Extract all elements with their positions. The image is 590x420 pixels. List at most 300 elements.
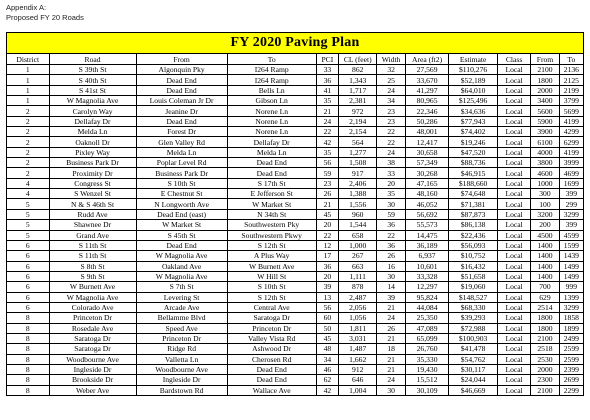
cell-from: Glen Valley Rd [136, 137, 227, 147]
cell-width: 30 [377, 271, 405, 281]
cell-from: Business Park Dr [136, 168, 227, 178]
cell-addr-to: 5699 [559, 106, 583, 116]
cell-area: 26,760 [405, 344, 449, 354]
cell-estimate: $41,478 [449, 344, 498, 354]
spreadsheet [6, 32, 584, 396]
cell-addr-from: 700 [531, 282, 559, 292]
column-header-area: Area (ft2) [405, 54, 449, 65]
cell-estimate: $56,093 [449, 240, 498, 250]
cell-addr-from: 2100 [531, 333, 559, 343]
cell-class: Local [497, 364, 530, 374]
cell-district: 8 [7, 344, 50, 354]
cell-width: 21 [377, 333, 405, 343]
cell-pci: 24 [316, 116, 338, 126]
cell-cl-feet: 1,343 [339, 75, 377, 85]
cell-estimate: $125,496 [449, 96, 498, 106]
cell-road: Oaknoll Dr [49, 137, 136, 147]
cell-estimate: $16,432 [449, 261, 498, 271]
cell-cl-feet: 912 [339, 364, 377, 374]
cell-estimate: $74,648 [449, 189, 498, 199]
table-row [7, 168, 584, 178]
cell-addr-from: 3800 [531, 158, 559, 168]
cell-to: Melda Ln [227, 147, 316, 157]
cell-estimate: $88,736 [449, 158, 498, 168]
cell-from: Jeanine Dr [136, 106, 227, 116]
cell-from: W Market St [136, 220, 227, 230]
cell-cl-feet: 1,487 [339, 344, 377, 354]
appendix-label: Appendix A: [6, 3, 47, 12]
cell-to: Bells Ln [227, 85, 316, 95]
cell-addr-from: 2300 [531, 375, 559, 385]
cell-estimate: $110,276 [449, 65, 498, 75]
cell-class: Local [497, 178, 530, 188]
cell-pci: 62 [316, 375, 338, 385]
cell-class: Local [497, 354, 530, 364]
cell-district: 6 [7, 302, 50, 312]
cell-pci: 42 [316, 137, 338, 147]
cell-district: 2 [7, 106, 50, 116]
cell-cl-feet: 1,544 [339, 220, 377, 230]
cell-width: 36 [377, 220, 405, 230]
cell-road: Weber Ave [49, 385, 136, 395]
cell-estimate: $10,752 [449, 251, 498, 261]
cell-to: Norene Ln [227, 106, 316, 116]
cell-to: Norene Ln [227, 127, 316, 137]
cell-road: Ingleside Dr [49, 364, 136, 374]
table-row [7, 251, 584, 261]
cell-area: 57,349 [405, 158, 449, 168]
cell-width: 39 [377, 292, 405, 302]
cell-cl-feet: 2,154 [339, 127, 377, 137]
cell-addr-from: 2100 [531, 385, 559, 395]
cell-district: 8 [7, 313, 50, 323]
cell-addr-from: 1400 [531, 261, 559, 271]
cell-area: 15,512 [405, 375, 449, 385]
cell-to: Ashwood Dr [227, 344, 316, 354]
cell-from: Dead End [136, 116, 227, 126]
cell-estimate: $68,330 [449, 302, 498, 312]
cell-width: 26 [377, 323, 405, 333]
cell-width: 20 [377, 178, 405, 188]
cell-to: Saratoga Dr [227, 313, 316, 323]
cell-pci: 45 [316, 333, 338, 343]
column-header-from: From [136, 54, 227, 65]
cell-district: 6 [7, 282, 50, 292]
cell-addr-to: 1499 [559, 261, 583, 271]
cell-area: 50,286 [405, 116, 449, 126]
cell-class: Local [497, 240, 530, 250]
table-row [7, 323, 584, 333]
cell-district: 6 [7, 271, 50, 281]
cell-district: 5 [7, 220, 50, 230]
cell-pci: 21 [316, 199, 338, 209]
cell-width: 18 [377, 344, 405, 354]
cell-area: 48,001 [405, 127, 449, 137]
cell-district: 8 [7, 354, 50, 364]
cell-pci: 42 [316, 385, 338, 395]
table-body [7, 65, 584, 396]
cell-class: Local [497, 385, 530, 395]
cell-from: S 45th St [136, 230, 227, 240]
table-row [7, 240, 584, 250]
cell-class: Local [497, 251, 530, 261]
cell-district: 2 [7, 116, 50, 126]
column-header-addr-from: From [531, 54, 559, 65]
cell-area: 33,328 [405, 271, 449, 281]
cell-cl-feet: 646 [339, 375, 377, 385]
cell-to: N 34th St [227, 209, 316, 219]
cell-width: 36 [377, 240, 405, 250]
cell-class: Local [497, 220, 530, 230]
cell-pci: 45 [316, 209, 338, 219]
cell-width: 24 [377, 313, 405, 323]
cell-cl-feet: 1,811 [339, 323, 377, 333]
cell-class: Local [497, 230, 530, 240]
cell-road: S 8th St [49, 261, 136, 271]
cell-width: 14 [377, 282, 405, 292]
cell-estimate: $72,988 [449, 323, 498, 333]
cell-class: Local [497, 282, 530, 292]
cell-class: Local [497, 147, 530, 157]
cell-area: 47,165 [405, 178, 449, 188]
cell-to: Dead End [227, 168, 316, 178]
cell-addr-to: 399 [559, 220, 583, 230]
cell-area: 95,824 [405, 292, 449, 302]
cell-class: Local [497, 323, 530, 333]
cell-district: 6 [7, 251, 50, 261]
cell-class: Local [497, 189, 530, 199]
cell-class: Local [497, 85, 530, 95]
cell-addr-to: 1699 [559, 178, 583, 188]
cell-width: 38 [377, 158, 405, 168]
cell-to: Southwestern Pkwy [227, 230, 316, 240]
cell-addr-to: 2499 [559, 333, 583, 343]
cell-road: Melda Ln [49, 127, 136, 137]
cell-addr-from: 4500 [531, 230, 559, 240]
cell-estimate: $51,658 [449, 271, 498, 281]
cell-from: Ridge Rd [136, 344, 227, 354]
cell-area: 65,099 [405, 333, 449, 343]
cell-district: 2 [7, 147, 50, 157]
cell-cl-feet: 1,662 [339, 354, 377, 364]
table-row [7, 344, 584, 354]
cell-addr-from: 2530 [531, 354, 559, 364]
cell-class: Local [497, 137, 530, 147]
cell-addr-from: 5600 [531, 106, 559, 116]
cell-addr-from: 4000 [531, 147, 559, 157]
cell-width: 22 [377, 230, 405, 240]
cell-estimate: $46,915 [449, 168, 498, 178]
cell-addr-from: 3900 [531, 127, 559, 137]
cell-addr-from: 200 [531, 220, 559, 230]
table-row [7, 313, 584, 323]
cell-addr-to: 4299 [559, 127, 583, 137]
cell-road: W Burnett Ave [49, 282, 136, 292]
cell-width: 22 [377, 137, 405, 147]
cell-area: 46,052 [405, 199, 449, 209]
cell-width: 24 [377, 147, 405, 157]
cell-class: Local [497, 302, 530, 312]
cell-road: S 40th St [49, 75, 136, 85]
cell-from: Ingleside Dr [136, 375, 227, 385]
cell-width: 33 [377, 168, 405, 178]
table-row [7, 230, 584, 240]
cell-from: W Magnolia Ave [136, 251, 227, 261]
cell-cl-feet: 972 [339, 106, 377, 116]
cell-to: Cherosen Rd [227, 354, 316, 364]
cell-addr-to: 4199 [559, 116, 583, 126]
cell-class: Local [497, 96, 530, 106]
cell-estimate: $100,903 [449, 333, 498, 343]
cell-from: E Chestnut St [136, 189, 227, 199]
cell-to: Dead End [227, 375, 316, 385]
cell-addr-to: 4199 [559, 147, 583, 157]
cell-to: W Burnett Ave [227, 261, 316, 271]
cell-to: Princeton Dr [227, 323, 316, 333]
cell-district: 1 [7, 65, 50, 75]
cell-addr-to: 2699 [559, 375, 583, 385]
cell-to: E Jefferson St [227, 189, 316, 199]
cell-area: 56,692 [405, 209, 449, 219]
cell-cl-feet: 267 [339, 251, 377, 261]
cell-pci: 59 [316, 168, 338, 178]
cell-area: 30,109 [405, 385, 449, 395]
cell-road: Business Park Dr [49, 158, 136, 168]
cell-addr-from: 3400 [531, 96, 559, 106]
cell-addr-to: 2399 [559, 364, 583, 374]
cell-district: 1 [7, 96, 50, 106]
cell-pci: 36 [316, 75, 338, 85]
cell-estimate: $47,520 [449, 147, 498, 157]
cell-district: 6 [7, 240, 50, 250]
cell-addr-from: 1400 [531, 271, 559, 281]
cell-to: Gibson Ln [227, 96, 316, 106]
cell-width: 30 [377, 385, 405, 395]
cell-to: S 17th St [227, 178, 316, 188]
cell-area: 80,965 [405, 96, 449, 106]
cell-road: S 9th St [49, 271, 136, 281]
cell-road: Woodbourne Ave [49, 354, 136, 364]
cell-to: I264 Ramp [227, 65, 316, 75]
cell-road: Shawnee Dr [49, 220, 136, 230]
appendix-subtitle: Proposed FY 20 Roads [6, 12, 84, 22]
cell-class: Local [497, 127, 530, 137]
cell-class: Local [497, 209, 530, 219]
cell-pci: 13 [316, 292, 338, 302]
cell-district: 5 [7, 230, 50, 240]
cell-addr-from: 1800 [531, 313, 559, 323]
cell-to: S 10th St [227, 282, 316, 292]
cell-from: Bardstown Rd [136, 385, 227, 395]
table-row [7, 292, 584, 302]
cell-addr-to: 2136 [559, 65, 583, 75]
cell-estimate: $24,044 [449, 375, 498, 385]
cell-addr-from: 1000 [531, 178, 559, 188]
table-row [7, 189, 584, 199]
cell-road: S 11th St [49, 240, 136, 250]
cell-estimate: $77,943 [449, 116, 498, 126]
cell-width: 23 [377, 106, 405, 116]
cell-pci: 20 [316, 220, 338, 230]
cell-area: 25,350 [405, 313, 449, 323]
cell-addr-from: 2100 [531, 65, 559, 75]
cell-district: 6 [7, 261, 50, 271]
cell-cl-feet: 2,487 [339, 292, 377, 302]
cell-addr-from: 1800 [531, 323, 559, 333]
cell-addr-to: 3299 [559, 302, 583, 312]
cell-cl-feet: 2,381 [339, 96, 377, 106]
cell-area: 19,430 [405, 364, 449, 374]
cell-addr-to: 1858 [559, 313, 583, 323]
cell-width: 26 [377, 251, 405, 261]
cell-from: Woodbourne Ave [136, 364, 227, 374]
cell-from: Speed Ave [136, 323, 227, 333]
table-row [7, 178, 584, 188]
cell-estimate: $86,138 [449, 220, 498, 230]
cell-from: S 7th St [136, 282, 227, 292]
cell-estimate: $148,527 [449, 292, 498, 302]
table-row [7, 282, 584, 292]
cell-estimate: $52,189 [449, 75, 498, 85]
cell-road: Pixley Way [49, 147, 136, 157]
cell-district: 8 [7, 333, 50, 343]
cell-class: Local [497, 375, 530, 385]
table-row [7, 271, 584, 281]
cell-road: N & S 46th St [49, 199, 136, 209]
cell-addr-to: 1439 [559, 251, 583, 261]
table-row [7, 354, 584, 364]
cell-estimate: $87,873 [449, 209, 498, 219]
cell-road: Rosedale Ave [49, 323, 136, 333]
cell-to: Dellafay Dr [227, 137, 316, 147]
cell-addr-from: 6100 [531, 137, 559, 147]
cell-road: S Wenzel St [49, 189, 136, 199]
table-row [7, 199, 584, 209]
cell-road: Congress St [49, 178, 136, 188]
cell-area: 33,670 [405, 75, 449, 85]
cell-width: 23 [377, 116, 405, 126]
cell-to: Dead End [227, 158, 316, 168]
cell-district: 8 [7, 323, 50, 333]
cell-cl-feet: 564 [339, 137, 377, 147]
column-header-addr-to: To [559, 54, 583, 65]
cell-estimate: $46,669 [449, 385, 498, 395]
cell-district: 2 [7, 168, 50, 178]
cell-estimate: $74,402 [449, 127, 498, 137]
cell-pci: 17 [316, 251, 338, 261]
cell-from: Valletta Ln [136, 354, 227, 364]
cell-addr-from: 2000 [531, 85, 559, 95]
cell-class: Local [497, 158, 530, 168]
cell-to: Valley Vista Rd [227, 333, 316, 343]
cell-addr-to: 4699 [559, 168, 583, 178]
cell-addr-to: 2125 [559, 75, 583, 85]
cell-to: A Plus Way [227, 251, 316, 261]
cell-addr-to: 6299 [559, 137, 583, 147]
cell-from: Algonquin Pky [136, 65, 227, 75]
cell-width: 21 [377, 302, 405, 312]
cell-cl-feet: 1,717 [339, 85, 377, 95]
cell-from: Dead End [136, 240, 227, 250]
table-row [7, 147, 584, 157]
cell-pci: 22 [316, 230, 338, 240]
cell-estimate: $71,381 [449, 199, 498, 209]
cell-to: S 12th St [227, 292, 316, 302]
cell-district: 5 [7, 209, 50, 219]
cell-addr-from: 5900 [531, 116, 559, 126]
cell-width: 34 [377, 96, 405, 106]
cell-area: 30,268 [405, 168, 449, 178]
cell-pci: 56 [316, 302, 338, 312]
cell-class: Local [497, 75, 530, 85]
cell-road: Carolyn Way [49, 106, 136, 116]
cell-addr-to: 1899 [559, 323, 583, 333]
cell-from: Dead End [136, 85, 227, 95]
cell-estimate: $188,660 [449, 178, 498, 188]
cell-area: 47,089 [405, 323, 449, 333]
table-row [7, 158, 584, 168]
cell-pci: 21 [316, 106, 338, 116]
cell-cl-feet: 1,111 [339, 271, 377, 281]
cell-to: I264 Ramp [227, 75, 316, 85]
cell-addr-to: 3799 [559, 96, 583, 106]
column-header-to: To [227, 54, 316, 65]
cell-cl-feet: 2,194 [339, 116, 377, 126]
cell-class: Local [497, 333, 530, 343]
cell-estimate: $54,762 [449, 354, 498, 364]
cell-addr-from: 1800 [531, 75, 559, 85]
column-header-cl-feet: CL (feet) [339, 54, 377, 65]
cell-cl-feet: 1,004 [339, 385, 377, 395]
cell-area: 44,084 [405, 302, 449, 312]
cell-district: 4 [7, 178, 50, 188]
cell-addr-from: 2514 [531, 302, 559, 312]
cell-estimate: $64,010 [449, 85, 498, 95]
cell-class: Local [497, 271, 530, 281]
cell-to: Southwestern Pky [227, 220, 316, 230]
cell-to: Norene Ln [227, 116, 316, 126]
column-header-class: Class [497, 54, 530, 65]
cell-to: Dead End [227, 364, 316, 374]
cell-district: 6 [7, 292, 50, 302]
cell-from: Melda Ln [136, 147, 227, 157]
column-header-pci: PCI [316, 54, 338, 65]
cell-district: 2 [7, 127, 50, 137]
cell-area: 14,475 [405, 230, 449, 240]
table-row [7, 302, 584, 312]
cell-addr-from: 1400 [531, 240, 559, 250]
table-row [7, 375, 584, 385]
cell-addr-from: 629 [531, 292, 559, 302]
cell-road: Dellafay Dr [49, 116, 136, 126]
table-row [7, 209, 584, 219]
cell-pci: 36 [316, 261, 338, 271]
cell-addr-from: 300 [531, 189, 559, 199]
cell-pci: 34 [316, 354, 338, 364]
document-header [6, 3, 84, 22]
cell-area: 6,937 [405, 251, 449, 261]
cell-district: 2 [7, 158, 50, 168]
cell-class: Local [497, 313, 530, 323]
cell-cl-feet: 3,031 [339, 333, 377, 343]
cell-road: Colorado Ave [49, 302, 136, 312]
cell-cl-feet: 1,388 [339, 189, 377, 199]
cell-area: 48,160 [405, 189, 449, 199]
table-row [7, 364, 584, 374]
cell-from: Princeton Dr [136, 333, 227, 343]
cell-area: 22,346 [405, 106, 449, 116]
cell-cl-feet: 1,277 [339, 147, 377, 157]
